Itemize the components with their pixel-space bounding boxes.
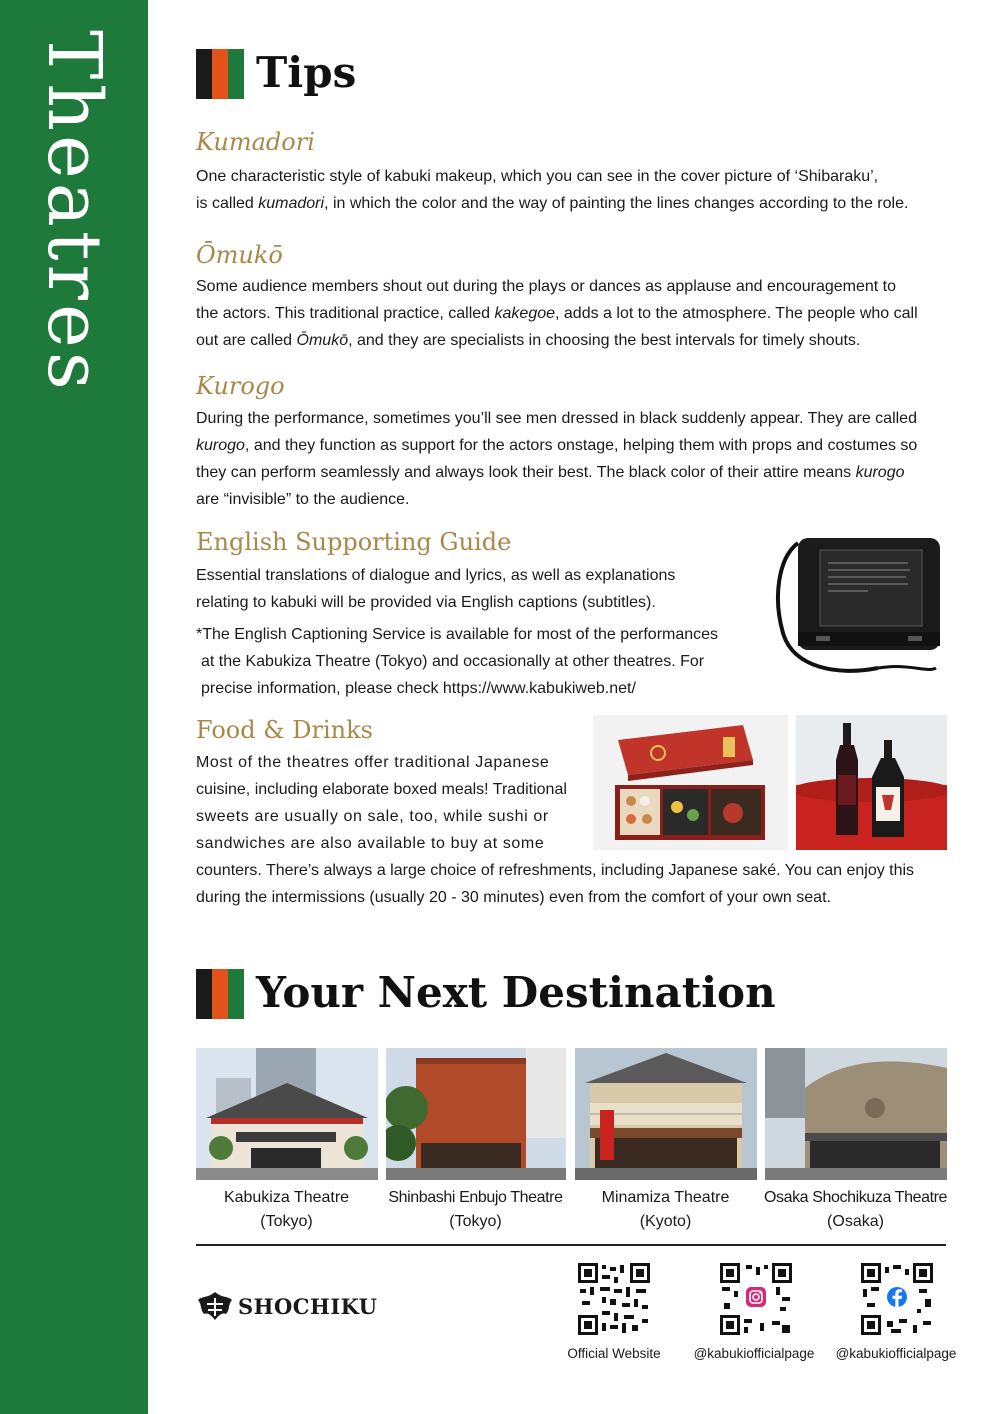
food-drinks-text-lower: counters. There’s always a large choice of refreshments, including Japanese saké. You can enjoy this during the intermissions (usually 20 - 30 minutes) even from the comfort of your own seat. [196,862,915,906]
qr-code-instagram[interactable] [720,1263,792,1335]
qr-label-official-website: Official Website [567,1346,661,1361]
theatre-caption-shinbashi: Shinbashi Enbujo Theatre (Tokyo) [388,1189,563,1230]
english-guide-text: Essential translations of dialogue and lyrics, as well as explanations relating to kabuki will be provided via English captions (subtitles). [196,567,676,611]
caption-tablet-image [758,528,948,678]
omuko-title: Ōmukō [196,241,283,269]
captioning-note: *The English Captioning Service is available for most of the performances at the Kabukiza Theatre (Tokyo) and occasionally at other theatres. For precise information, please check https://www.kabukiweb.net/ [196,626,719,697]
theatre-caption-osaka: Osaka Shochikuza Theatre (Osaka) [763,1189,948,1230]
food-drinks-text-upper: Most of the theatres offer traditional Japanese cuisine, including elaborate boxed meals! Traditional sweets are usually on sale, too, while sushi or sandwiches are also available to buy at some [196,754,567,852]
qr-label-instagram: @kabukiofficialpage [693,1346,815,1361]
shochiku-crest-icon [196,1290,234,1322]
sake-bottles-image [796,715,947,850]
qr-code-official-website[interactable] [578,1263,650,1335]
shinbashi-enbujo-theatre-image [386,1048,566,1180]
kabukiza-theatre-image [196,1048,378,1180]
theatre-caption-minamiza: Minamiza Theatre (Kyoto) [601,1189,730,1230]
heading-mark-icon [196,969,244,1019]
kumadori-title: Kumadori [196,128,315,156]
qr-label-facebook: @kabukiofficialpage [835,1346,957,1361]
theatre-caption-kabukiza: Kabukiza Theatre (Tokyo) [223,1189,350,1230]
minamiza-theatre-image [575,1048,757,1180]
qr-code-facebook[interactable] [861,1263,933,1335]
food-drinks-title: Food & Drinks [196,716,373,744]
destination-heading: Your Next Destination [256,968,776,1017]
kumadori-text: One characteristic style of kabuki makeup, which you can see in the cover picture of ‘Shibaraku’, is called kumadori, in which the color and the way of painting the lines changes according to the role. [196,168,909,212]
omuko-text: Some audience members shout out during the plays or dances as applause and encouragement to the actors. This traditional practice, called kakegoe, adds a lot to the atmosphere. The people who call out are called Ōmukō, and they are specialists in choosing the best intervals for timely shouts. [196,278,918,349]
sidebar-title: Theatres [31,30,117,394]
sidebar [0,0,148,1414]
shochiku-brand: SHOCHIKU [238,1293,378,1319]
english-guide-title: English Supporting Guide [196,528,512,556]
footer-divider [196,1244,946,1246]
kurogo-text: During the performance, sometimes you’ll see men dressed in black suddenly appear. They are called kurogo, and they function as support for the actors onstage, helping them with props and costumes so they can perform seamlessly and always look their best. The black color of their attire means kurogo are “invisible” to the audience. [196,410,918,508]
bento-box-image [593,715,788,850]
heading-mark-icon [196,49,244,99]
shochiku-logo [196,1290,378,1322]
osaka-shochikuza-theatre-image [765,1048,947,1180]
tips-heading: Tips [256,48,357,97]
kurogo-title: Kurogo [196,372,285,400]
